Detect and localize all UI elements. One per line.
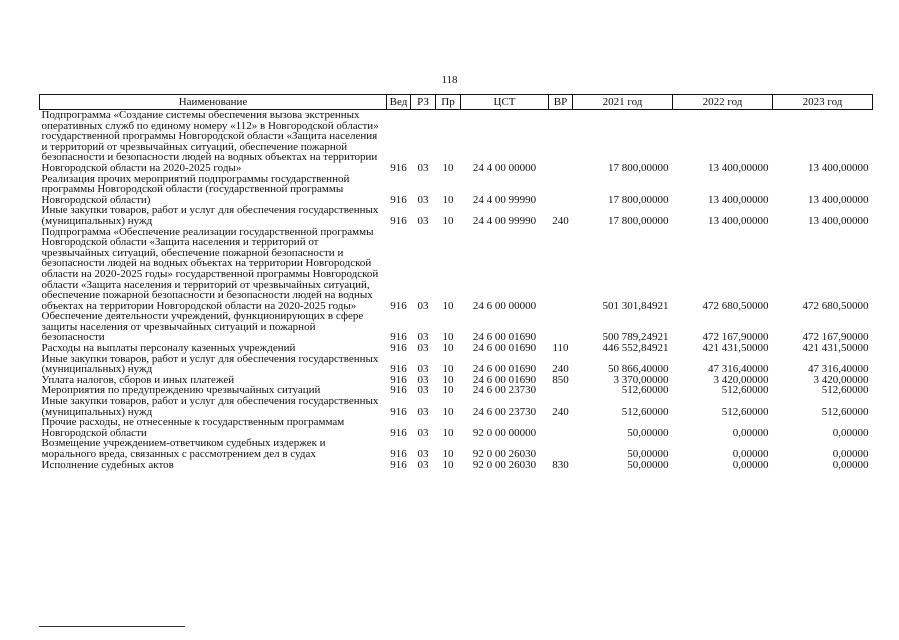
table-row: [40, 354, 873, 375]
cell-y2023: 0,00000: [832, 448, 869, 460]
cell-pr: 10: [442, 331, 454, 344]
table-row: [40, 311, 873, 343]
cell-cst: 24 6 00 23730: [472, 405, 537, 418]
cell-y2021: 50 866,40000: [608, 363, 669, 376]
cell-y2021: 17 800,00000: [608, 161, 669, 174]
table-row: [40, 110, 873, 174]
table-row: [40, 227, 873, 312]
cell-y2023: 0,00000: [832, 458, 869, 471]
cell-cst: 24 4 00 99990: [472, 193, 537, 206]
cell-vr: 830: [552, 458, 569, 471]
cell-pr: 10: [442, 426, 454, 439]
cell-cst: 24 6 00 01690: [472, 373, 537, 386]
table-row: [40, 174, 873, 206]
cell-y2023: 13 400,00000: [808, 161, 869, 174]
cell-y2021: 3 370,00000: [613, 373, 669, 386]
table-row: [40, 205, 873, 226]
cell-y2023: 472 680,50000: [802, 299, 869, 312]
cell-pr: 10: [442, 299, 454, 312]
cell-y2023: 512,60000: [821, 384, 869, 397]
cell-rz: 03: [417, 299, 429, 312]
cell-ved: 916: [390, 384, 407, 397]
cell-y2021: 500 789,24921: [602, 331, 669, 344]
cell-name: Расходы на выплаты персоналу казенных учреждений: [41, 342, 296, 355]
cell-y2022: 3 420,00000: [713, 373, 769, 386]
cell-name: Мероприятия по предупреждению чрезвычайных ситуаций: [41, 384, 321, 397]
cell-vr: [549, 311, 573, 343]
cell-rz: 03: [417, 331, 429, 344]
cell-vr: 240: [552, 363, 569, 376]
cell-name: Подпрограмма «Создание системы обеспечения вызова экстренных оперативных служб по единому номеру «112» в Новгородской области» государственной программы Новгородской области «Защита населения и территорий от чрезвычайных ситуаций, обеспечение пожарной безопасности и безопасности людей на водных объектах на территории Новгородской области на 2020-2025 годы»: [41, 109, 379, 174]
cell-y2023: 472 167,90000: [802, 331, 869, 344]
cell-y2021: 17 800,00000: [608, 193, 669, 206]
header-2022: 2022 год: [673, 95, 773, 110]
cell-pr: 10: [442, 342, 454, 355]
cell-rz: 03: [417, 405, 429, 418]
cell-cst: 92 0 00 26030: [472, 458, 537, 471]
cell-name: Реализация прочих мероприятий подпрограммы государственной программы Новгородской области (государственной программы Новгородской области): [41, 172, 350, 206]
cell-pr: 10: [442, 193, 454, 206]
table-header-row: [40, 95, 873, 110]
cell-ved: 916: [390, 331, 407, 344]
cell-y2022: 0,00000: [732, 426, 769, 439]
cell-vr: [549, 110, 573, 174]
cell-ved: 916: [390, 458, 407, 471]
cell-name: Исполнение судебных актов: [41, 458, 174, 471]
cell-rz: 03: [417, 426, 429, 439]
cell-y2021: 512,60000: [621, 405, 669, 418]
cell-y2022: 472 680,50000: [702, 299, 769, 312]
cell-pr: 10: [442, 161, 454, 174]
cell-y2021: 50,00000: [627, 426, 669, 439]
cell-name: Иные закупки товаров, работ и услуг для обеспечения государственных (муниципальных) нужд: [41, 395, 379, 418]
cell-vr: [549, 417, 573, 438]
cell-name: Уплата налогов, сборов и иных платежей: [41, 373, 235, 386]
cell-ved: 916: [390, 363, 407, 376]
cell-pr: 10: [442, 214, 454, 227]
cell-y2023: 0,00000: [832, 426, 869, 439]
cell-name: Возмещение учреждением-ответчиком судебных издержек и морального вреда, связанных с рассмотрением дел в судах: [41, 437, 326, 460]
cell-ved: 916: [390, 193, 407, 206]
table-row: [40, 460, 873, 471]
table-row: [40, 438, 873, 459]
cell-vr: [549, 227, 573, 312]
cell-y2023: 421 431,50000: [802, 342, 869, 355]
cell-y2022: 13 400,00000: [708, 214, 769, 227]
cell-name: Иные закупки товаров, работ и услуг для обеспечения государственных (муниципальных) нужд: [41, 204, 379, 227]
cell-cst: 24 6 00 01690: [472, 363, 537, 376]
cell-y2021: 446 552,84921: [602, 342, 669, 355]
cell-y2023: 512,60000: [821, 405, 869, 418]
header-cst: ЦСТ: [461, 95, 549, 110]
cell-y2021: 17 800,00000: [608, 214, 669, 227]
header-vr: ВР: [549, 95, 573, 110]
cell-cst: 92 0 00 00000: [472, 426, 537, 439]
header-name: Наименование: [40, 95, 387, 110]
cell-vr: [549, 438, 573, 459]
cell-name: Обеспечение деятельности учреждений, функционирующих в сфере защиты населения от чрезвычайных ситуаций и пожарной безопасности: [41, 310, 364, 344]
cell-y2022: 13 400,00000: [708, 193, 769, 206]
page-number: 118: [441, 74, 458, 86]
cell-rz: 03: [417, 363, 429, 376]
cell-pr: 10: [442, 405, 454, 418]
cell-name: Иные закупки товаров, работ и услуг для обеспечения государственных (муниципальных) нужд: [41, 352, 379, 376]
header-ved: Вед: [387, 95, 411, 110]
cell-pr: 10: [442, 448, 454, 460]
cell-cst: 24 4 00 00000: [472, 161, 537, 174]
cell-ved: 916: [390, 405, 407, 418]
cell-y2023: 13 400,00000: [808, 214, 869, 227]
cell-pr: 10: [442, 363, 454, 376]
cell-ved: 916: [390, 342, 407, 355]
table-body: [40, 110, 873, 471]
cell-rz: 03: [417, 458, 429, 471]
cell-name: Подпрограмма «Обеспечение реализации государственной программы Новгородской области «Защита населения и территорий от чрезвычайных ситуаций, обеспечение пожарной безопасности и безопасности людей на водных объектах на территории Новгородской области на 2020-2025 годы» государственной программы Новгородской области «Защита населения и территорий от чрезвычайных ситуаций, обеспечение пожарной безопасности и безопасности людей на водных объектах на территории Новгородской области на 2020-2025 годы»: [41, 225, 379, 312]
cell-ved: 916: [390, 448, 407, 460]
budget-table: [39, 94, 873, 470]
cell-y2022: 47 316,40000: [708, 363, 769, 376]
header-2021: 2021 год: [573, 95, 673, 110]
cell-vr: 850: [552, 373, 569, 386]
cell-vr: 110: [552, 342, 569, 355]
cell-cst: 92 0 00 26030: [472, 448, 537, 460]
footnote-rule: [39, 626, 185, 627]
cell-vr: 240: [552, 405, 569, 418]
cell-ved: 916: [390, 161, 407, 174]
cell-cst: 24 6 00 01690: [472, 331, 537, 344]
cell-ved: 916: [390, 214, 407, 227]
cell-y2023: 3 420,00000: [813, 373, 869, 386]
cell-rz: 03: [417, 161, 429, 174]
cell-name: Прочие расходы, не отнесенные к государственным программам Новгородской области: [41, 416, 345, 439]
cell-y2023: 47 316,40000: [808, 363, 869, 376]
cell-y2022: 512,60000: [721, 384, 769, 397]
cell-ved: 916: [390, 426, 407, 439]
cell-pr: 10: [442, 458, 454, 471]
cell-rz: 03: [417, 373, 429, 386]
header-pr: Пр: [436, 95, 461, 110]
cell-cst: 24 6 00 00000: [472, 299, 537, 312]
cell-pr: 10: [442, 384, 454, 397]
cell-y2022: 0,00000: [732, 458, 769, 471]
cell-y2022: 512,60000: [721, 405, 769, 418]
cell-y2022: 13 400,00000: [708, 161, 769, 174]
cell-rz: 03: [417, 384, 429, 397]
cell-rz: 03: [417, 193, 429, 206]
cell-ved: 916: [390, 373, 407, 386]
cell-y2022: 421 431,50000: [702, 342, 769, 355]
cell-cst: 24 4 00 99990: [472, 214, 537, 227]
table-row: [40, 417, 873, 438]
cell-y2021: 501 301,84921: [602, 299, 669, 312]
cell-y2023: 13 400,00000: [808, 193, 869, 206]
cell-ved: 916: [390, 299, 407, 312]
table-row: [40, 396, 873, 417]
cell-pr: 10: [442, 373, 454, 386]
cell-vr: [549, 174, 573, 206]
cell-cst: 24 6 00 23730: [472, 384, 537, 397]
cell-rz: 03: [417, 448, 429, 460]
cell-rz: 03: [417, 342, 429, 355]
header-2023: 2023 год: [773, 95, 873, 110]
cell-y2021: 50,00000: [627, 448, 669, 460]
cell-vr: [549, 385, 573, 396]
cell-vr: 240: [552, 214, 569, 227]
cell-y2022: 0,00000: [732, 448, 769, 460]
header-rz: РЗ: [411, 95, 436, 110]
cell-cst: 24 6 00 01690: [472, 342, 537, 355]
cell-y2022: 472 167,90000: [702, 331, 769, 344]
cell-y2021: 50,00000: [627, 458, 669, 471]
cell-rz: 03: [417, 214, 429, 227]
cell-y2021: 512,60000: [621, 384, 669, 397]
